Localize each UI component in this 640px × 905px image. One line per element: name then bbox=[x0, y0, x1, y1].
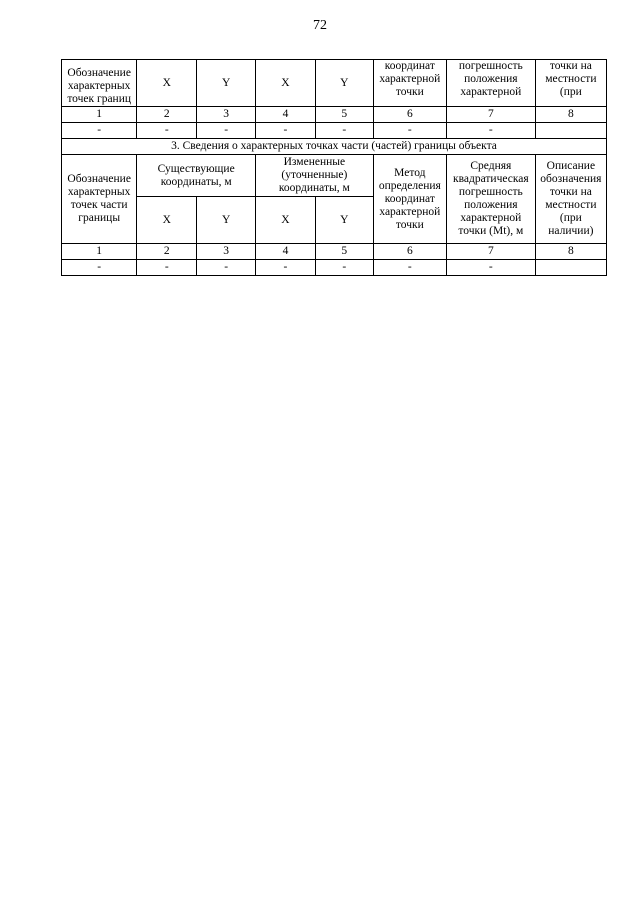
column-number: 2 bbox=[137, 107, 197, 123]
column-number: 4 bbox=[256, 107, 316, 123]
column-number: 5 bbox=[315, 107, 373, 123]
table-cell: - bbox=[446, 123, 535, 139]
table1-data-row bbox=[62, 123, 607, 139]
table-cell: - bbox=[256, 260, 316, 276]
header-existing-x: X bbox=[137, 60, 197, 107]
header-description: Описание обозначения точки на местности (при наличии) bbox=[535, 155, 606, 244]
table-cell: - bbox=[197, 260, 256, 276]
column-number: 2 bbox=[137, 244, 197, 260]
boundary-points-table bbox=[61, 59, 607, 276]
table-cell: - bbox=[62, 123, 137, 139]
header-method: Метод определения координат характерной точки bbox=[373, 155, 446, 244]
column-number: 3 bbox=[197, 107, 256, 123]
table-cell: - bbox=[137, 123, 197, 139]
section3-data-row bbox=[62, 260, 607, 276]
section3-column-numbers-row bbox=[62, 244, 607, 260]
column-number: 4 bbox=[256, 244, 316, 260]
table-cell: - bbox=[137, 260, 197, 276]
header-changed-coordinates: Измененные (уточненные) координаты, м bbox=[256, 155, 374, 197]
header-changed-y: Y bbox=[315, 60, 373, 107]
table-cell: - bbox=[373, 260, 446, 276]
header-changed-x: X bbox=[256, 197, 316, 244]
column-number: 3 bbox=[197, 244, 256, 260]
column-number: 6 bbox=[373, 107, 446, 123]
table-cell bbox=[535, 123, 606, 139]
header-existing-x: X bbox=[137, 197, 197, 244]
header-changed-y: Y bbox=[315, 197, 373, 244]
column-number: 1 bbox=[62, 244, 137, 260]
column-number: 7 bbox=[446, 244, 535, 260]
table-cell: - bbox=[62, 260, 137, 276]
header-changed-x: X bbox=[256, 60, 316, 107]
header-existing-coordinates: Существующие координаты, м bbox=[137, 155, 256, 197]
column-number: 8 bbox=[535, 244, 606, 260]
header-existing-y: Y bbox=[197, 60, 256, 107]
column-number: 1 bbox=[62, 107, 137, 123]
table-cell: - bbox=[197, 123, 256, 139]
header-accuracy: погрешность положения характерной bbox=[446, 60, 535, 107]
section3-title-row bbox=[62, 139, 607, 155]
header-description: точки на местности (при bbox=[535, 60, 606, 107]
column-number: 7 bbox=[446, 107, 535, 123]
section3-title: 3. Сведения о характерных точках части (частей) границы объекта bbox=[62, 139, 607, 155]
column-number: 8 bbox=[535, 107, 606, 123]
column-number: 5 bbox=[315, 244, 373, 260]
page-number: 72 bbox=[313, 18, 327, 33]
table1-column-numbers-row bbox=[62, 107, 607, 123]
table-cell bbox=[535, 260, 606, 276]
table-cell: - bbox=[315, 123, 373, 139]
table-cell: - bbox=[446, 260, 535, 276]
header-accuracy: Средняя квадратическая погрешность положения характерной точки (Mt), м bbox=[446, 155, 535, 244]
table-cell: - bbox=[315, 260, 373, 276]
header-point-designation: Обозначение характерных точек части границы bbox=[62, 155, 137, 244]
section3-header-row bbox=[62, 155, 607, 197]
header-existing-y: Y bbox=[197, 197, 256, 244]
table1-header-row bbox=[62, 60, 607, 107]
column-number: 6 bbox=[373, 244, 446, 260]
header-point-designation: Обозначение характерных точек границ bbox=[62, 60, 137, 107]
table-cell: - bbox=[373, 123, 446, 139]
table-cell: - bbox=[256, 123, 316, 139]
header-method: координат характерной точки bbox=[373, 60, 446, 107]
